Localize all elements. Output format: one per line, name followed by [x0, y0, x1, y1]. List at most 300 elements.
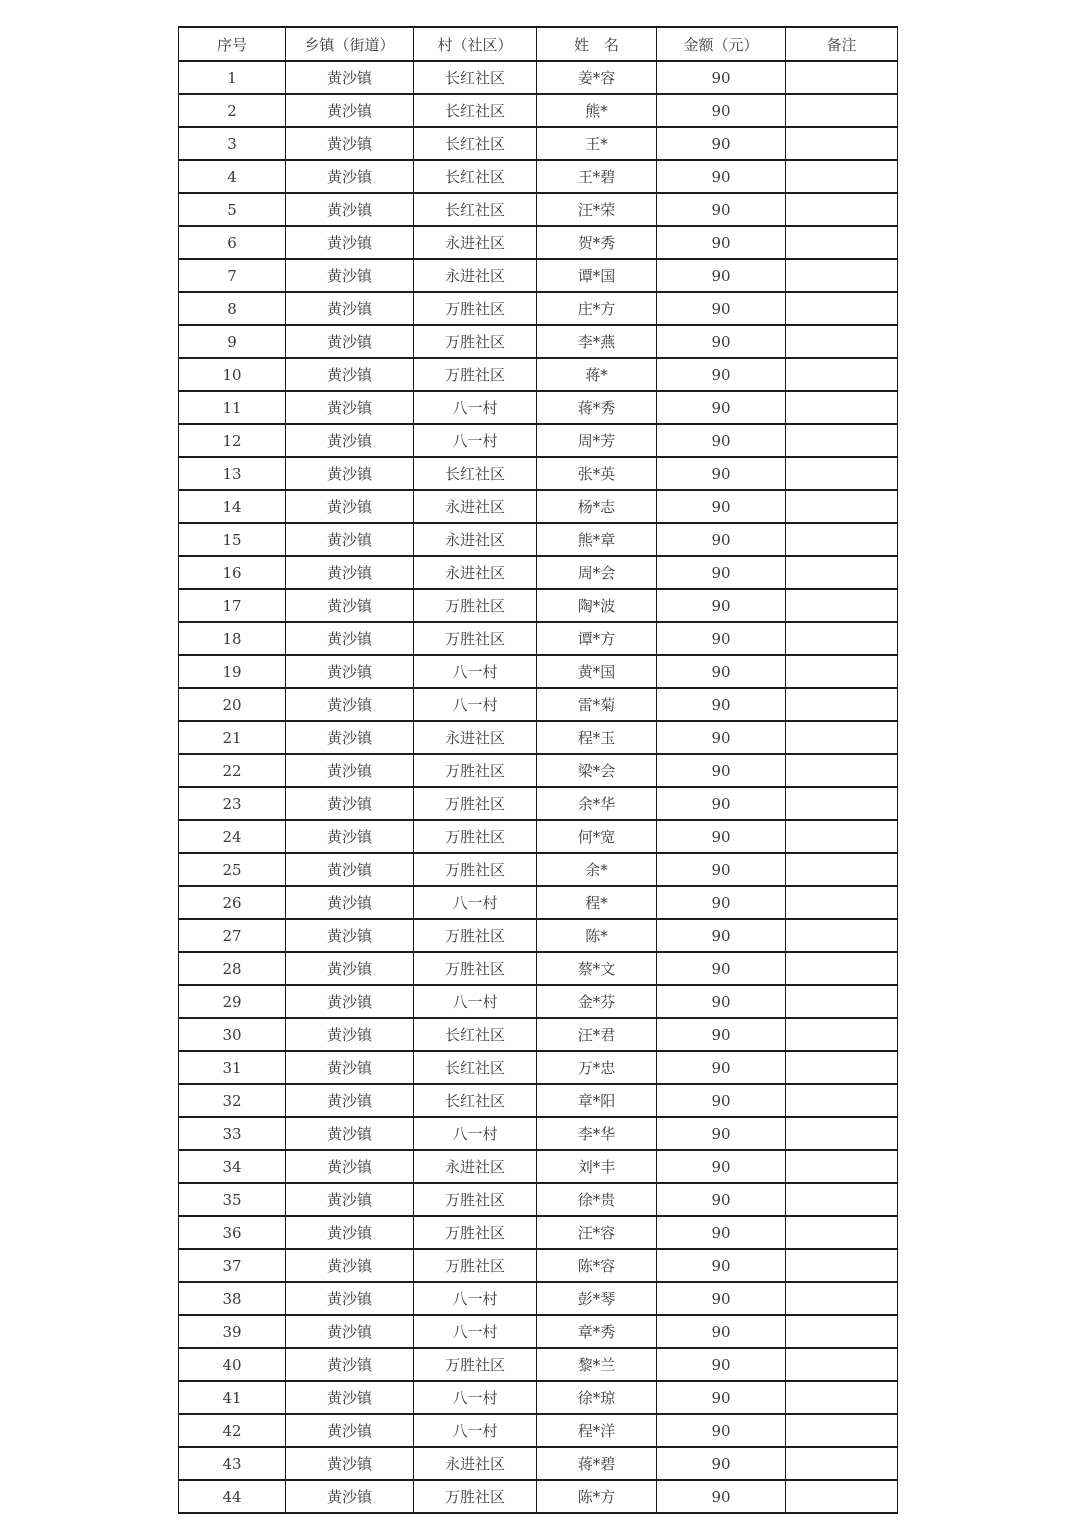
cell-remark — [786, 490, 898, 523]
cell-index: 3 — [179, 127, 286, 160]
cell-index: 27 — [179, 919, 286, 952]
cell-remark — [786, 457, 898, 490]
cell-name: 余*华 — [537, 787, 657, 820]
cell-index: 11 — [179, 391, 286, 424]
cell-name: 余* — [537, 853, 657, 886]
col-header-township: 乡镇（街道） — [286, 27, 414, 61]
cell-name: 汪*容 — [537, 1216, 657, 1249]
cell-name: 梁*会 — [537, 754, 657, 787]
cell-name: 谭*国 — [537, 259, 657, 292]
col-header-remark: 备注 — [786, 27, 898, 61]
table-row — [179, 1216, 898, 1249]
cell-amount: 90 — [657, 985, 786, 1018]
cell-village: 长红社区 — [414, 160, 537, 193]
cell-amount: 90 — [657, 193, 786, 226]
cell-index: 30 — [179, 1018, 286, 1051]
cell-village: 永进社区 — [414, 226, 537, 259]
table-row — [179, 1381, 898, 1414]
cell-township: 黄沙镇 — [286, 490, 414, 523]
cell-index: 37 — [179, 1249, 286, 1282]
cell-remark — [786, 556, 898, 589]
table-row — [179, 721, 898, 754]
cell-village: 万胜社区 — [414, 820, 537, 853]
cell-index: 10 — [179, 358, 286, 391]
table-row — [179, 655, 898, 688]
header-row — [179, 27, 898, 61]
cell-village: 八一村 — [414, 655, 537, 688]
cell-village: 八一村 — [414, 424, 537, 457]
cell-remark — [786, 127, 898, 160]
cell-township: 黄沙镇 — [286, 1249, 414, 1282]
cell-township: 黄沙镇 — [286, 457, 414, 490]
cell-township: 黄沙镇 — [286, 556, 414, 589]
cell-amount: 90 — [657, 1051, 786, 1084]
cell-village: 长红社区 — [414, 193, 537, 226]
cell-name: 何*宽 — [537, 820, 657, 853]
table-row — [179, 1414, 898, 1447]
cell-name: 李*燕 — [537, 325, 657, 358]
cell-index: 16 — [179, 556, 286, 589]
cell-township: 黄沙镇 — [286, 61, 414, 94]
table-row — [179, 292, 898, 325]
table-row — [179, 127, 898, 160]
cell-index: 2 — [179, 94, 286, 127]
subsidy-roster-table — [178, 26, 898, 1514]
cell-name: 章*秀 — [537, 1315, 657, 1348]
cell-name: 汪*君 — [537, 1018, 657, 1051]
cell-remark — [786, 424, 898, 457]
cell-index: 26 — [179, 886, 286, 919]
cell-index: 32 — [179, 1084, 286, 1117]
cell-township: 黄沙镇 — [286, 325, 414, 358]
cell-village: 长红社区 — [414, 127, 537, 160]
cell-township: 黄沙镇 — [286, 1183, 414, 1216]
cell-name: 陈*容 — [537, 1249, 657, 1282]
cell-index: 21 — [179, 721, 286, 754]
cell-remark — [786, 1381, 898, 1414]
table-row — [179, 358, 898, 391]
cell-amount: 90 — [657, 523, 786, 556]
cell-name: 庄*方 — [537, 292, 657, 325]
cell-name: 周*芳 — [537, 424, 657, 457]
cell-name: 蒋* — [537, 358, 657, 391]
cell-amount: 90 — [657, 358, 786, 391]
cell-township: 黄沙镇 — [286, 358, 414, 391]
cell-township: 黄沙镇 — [286, 985, 414, 1018]
table-header — [179, 27, 898, 61]
cell-remark — [786, 985, 898, 1018]
cell-amount: 90 — [657, 589, 786, 622]
cell-remark — [786, 1315, 898, 1348]
cell-village: 长红社区 — [414, 94, 537, 127]
cell-index: 40 — [179, 1348, 286, 1381]
cell-name: 张*英 — [537, 457, 657, 490]
cell-village: 八一村 — [414, 1315, 537, 1348]
cell-township: 黄沙镇 — [286, 787, 414, 820]
cell-township: 黄沙镇 — [286, 1216, 414, 1249]
col-header-amount: 金额（元） — [657, 27, 786, 61]
cell-index: 23 — [179, 787, 286, 820]
col-header-village: 村（社区） — [414, 27, 537, 61]
cell-remark — [786, 1150, 898, 1183]
cell-name: 徐*琼 — [537, 1381, 657, 1414]
col-header-index: 序号 — [179, 27, 286, 61]
cell-remark — [786, 1414, 898, 1447]
cell-village: 万胜社区 — [414, 754, 537, 787]
cell-remark — [786, 1084, 898, 1117]
table-row — [179, 622, 898, 655]
cell-amount: 90 — [657, 226, 786, 259]
cell-index: 19 — [179, 655, 286, 688]
cell-index: 17 — [179, 589, 286, 622]
table-row — [179, 1249, 898, 1282]
cell-remark — [786, 1249, 898, 1282]
cell-township: 黄沙镇 — [286, 1480, 414, 1513]
cell-amount: 90 — [657, 622, 786, 655]
cell-name: 万*忠 — [537, 1051, 657, 1084]
cell-township: 黄沙镇 — [286, 1315, 414, 1348]
cell-index: 24 — [179, 820, 286, 853]
cell-index: 14 — [179, 490, 286, 523]
table-row — [179, 952, 898, 985]
cell-remark — [786, 1051, 898, 1084]
cell-township: 黄沙镇 — [286, 754, 414, 787]
cell-name: 王*碧 — [537, 160, 657, 193]
cell-name: 王* — [537, 127, 657, 160]
cell-township: 黄沙镇 — [286, 820, 414, 853]
cell-remark — [786, 358, 898, 391]
cell-remark — [786, 292, 898, 325]
table-row — [179, 457, 898, 490]
cell-name: 刘*丰 — [537, 1150, 657, 1183]
cell-township: 黄沙镇 — [286, 1018, 414, 1051]
cell-amount: 90 — [657, 1480, 786, 1513]
cell-remark — [786, 919, 898, 952]
cell-amount: 90 — [657, 919, 786, 952]
table-row — [179, 94, 898, 127]
cell-amount: 90 — [657, 952, 786, 985]
cell-name: 蒋*秀 — [537, 391, 657, 424]
cell-amount: 90 — [657, 424, 786, 457]
table-body — [179, 61, 898, 1513]
cell-remark — [786, 325, 898, 358]
cell-township: 黄沙镇 — [286, 655, 414, 688]
cell-amount: 90 — [657, 787, 786, 820]
cell-name: 杨*志 — [537, 490, 657, 523]
cell-village: 永进社区 — [414, 1150, 537, 1183]
cell-name: 金*芬 — [537, 985, 657, 1018]
cell-village: 八一村 — [414, 1282, 537, 1315]
cell-index: 9 — [179, 325, 286, 358]
table-row — [179, 226, 898, 259]
cell-amount: 90 — [657, 490, 786, 523]
cell-remark — [786, 94, 898, 127]
cell-remark — [786, 1348, 898, 1381]
cell-name: 彭*琴 — [537, 1282, 657, 1315]
cell-amount: 90 — [657, 721, 786, 754]
cell-amount: 90 — [657, 688, 786, 721]
cell-village: 八一村 — [414, 1117, 537, 1150]
cell-village: 长红社区 — [414, 1084, 537, 1117]
cell-village: 万胜社区 — [414, 1249, 537, 1282]
cell-amount: 90 — [657, 1249, 786, 1282]
cell-index: 39 — [179, 1315, 286, 1348]
cell-village: 万胜社区 — [414, 787, 537, 820]
cell-amount: 90 — [657, 325, 786, 358]
cell-name: 谭*方 — [537, 622, 657, 655]
cell-village: 八一村 — [414, 1414, 537, 1447]
cell-remark — [786, 259, 898, 292]
cell-township: 黄沙镇 — [286, 622, 414, 655]
cell-amount: 90 — [657, 1018, 786, 1051]
cell-name: 徐*贵 — [537, 1183, 657, 1216]
cell-village: 万胜社区 — [414, 1348, 537, 1381]
table-row — [179, 556, 898, 589]
cell-name: 蒋*碧 — [537, 1447, 657, 1480]
cell-index: 13 — [179, 457, 286, 490]
cell-township: 黄沙镇 — [286, 688, 414, 721]
cell-amount: 90 — [657, 886, 786, 919]
cell-village: 永进社区 — [414, 721, 537, 754]
cell-village: 八一村 — [414, 886, 537, 919]
table-row — [179, 919, 898, 952]
cell-remark — [786, 655, 898, 688]
cell-index: 29 — [179, 985, 286, 1018]
cell-amount: 90 — [657, 160, 786, 193]
cell-index: 8 — [179, 292, 286, 325]
cell-remark — [786, 688, 898, 721]
cell-township: 黄沙镇 — [286, 589, 414, 622]
cell-village: 万胜社区 — [414, 325, 537, 358]
cell-index: 5 — [179, 193, 286, 226]
cell-remark — [786, 1282, 898, 1315]
cell-amount: 90 — [657, 853, 786, 886]
cell-index: 43 — [179, 1447, 286, 1480]
table-row — [179, 1018, 898, 1051]
table-row — [179, 490, 898, 523]
table-row — [179, 325, 898, 358]
table-row — [179, 193, 898, 226]
cell-name: 周*会 — [537, 556, 657, 589]
table-row — [179, 391, 898, 424]
cell-index: 15 — [179, 523, 286, 556]
cell-township: 黄沙镇 — [286, 1117, 414, 1150]
cell-township: 黄沙镇 — [286, 259, 414, 292]
cell-village: 永进社区 — [414, 556, 537, 589]
cell-remark — [786, 622, 898, 655]
col-header-name: 姓 名 — [537, 27, 657, 61]
cell-remark — [786, 853, 898, 886]
cell-township: 黄沙镇 — [286, 127, 414, 160]
table-row — [179, 1150, 898, 1183]
cell-village: 八一村 — [414, 391, 537, 424]
cell-remark — [786, 721, 898, 754]
cell-name: 程* — [537, 886, 657, 919]
table-row — [179, 160, 898, 193]
cell-name: 陈*方 — [537, 1480, 657, 1513]
cell-index: 36 — [179, 1216, 286, 1249]
cell-index: 12 — [179, 424, 286, 457]
cell-index: 41 — [179, 1381, 286, 1414]
cell-remark — [786, 1447, 898, 1480]
cell-amount: 90 — [657, 1117, 786, 1150]
table-row — [179, 853, 898, 886]
table-row — [179, 1447, 898, 1480]
cell-village: 长红社区 — [414, 61, 537, 94]
table-row — [179, 61, 898, 94]
cell-remark — [786, 1216, 898, 1249]
cell-amount: 90 — [657, 292, 786, 325]
cell-index: 42 — [179, 1414, 286, 1447]
cell-village: 万胜社区 — [414, 952, 537, 985]
cell-name: 李*华 — [537, 1117, 657, 1150]
cell-village: 八一村 — [414, 985, 537, 1018]
cell-amount: 90 — [657, 556, 786, 589]
table-row — [179, 886, 898, 919]
cell-index: 6 — [179, 226, 286, 259]
cell-township: 黄沙镇 — [286, 1447, 414, 1480]
cell-village: 长红社区 — [414, 1018, 537, 1051]
cell-township: 黄沙镇 — [286, 160, 414, 193]
cell-amount: 90 — [657, 1183, 786, 1216]
cell-remark — [786, 952, 898, 985]
cell-name: 程*洋 — [537, 1414, 657, 1447]
cell-village: 八一村 — [414, 1381, 537, 1414]
table-row — [179, 259, 898, 292]
cell-index: 38 — [179, 1282, 286, 1315]
cell-index: 4 — [179, 160, 286, 193]
cell-village: 永进社区 — [414, 259, 537, 292]
cell-village: 长红社区 — [414, 1051, 537, 1084]
cell-township: 黄沙镇 — [286, 1348, 414, 1381]
cell-village: 永进社区 — [414, 523, 537, 556]
cell-name: 黄*国 — [537, 655, 657, 688]
cell-village: 万胜社区 — [414, 1183, 537, 1216]
cell-remark — [786, 61, 898, 94]
cell-index: 31 — [179, 1051, 286, 1084]
cell-remark — [786, 523, 898, 556]
cell-township: 黄沙镇 — [286, 1282, 414, 1315]
cell-village: 万胜社区 — [414, 853, 537, 886]
cell-name: 黎*兰 — [537, 1348, 657, 1381]
table-row — [179, 1084, 898, 1117]
cell-township: 黄沙镇 — [286, 391, 414, 424]
cell-index: 44 — [179, 1480, 286, 1513]
cell-amount: 90 — [657, 457, 786, 490]
cell-remark — [786, 1480, 898, 1513]
cell-township: 黄沙镇 — [286, 523, 414, 556]
table-row — [179, 754, 898, 787]
cell-name: 贺*秀 — [537, 226, 657, 259]
cell-township: 黄沙镇 — [286, 1084, 414, 1117]
cell-remark — [786, 193, 898, 226]
cell-township: 黄沙镇 — [286, 1381, 414, 1414]
cell-name: 章*阳 — [537, 1084, 657, 1117]
cell-remark — [786, 1018, 898, 1051]
cell-amount: 90 — [657, 1084, 786, 1117]
cell-township: 黄沙镇 — [286, 193, 414, 226]
cell-index: 33 — [179, 1117, 286, 1150]
cell-remark — [786, 160, 898, 193]
cell-index: 34 — [179, 1150, 286, 1183]
cell-name: 熊*章 — [537, 523, 657, 556]
cell-amount: 90 — [657, 259, 786, 292]
cell-name: 陶*波 — [537, 589, 657, 622]
cell-township: 黄沙镇 — [286, 424, 414, 457]
table-row — [179, 1348, 898, 1381]
table-row — [179, 1117, 898, 1150]
cell-remark — [786, 1117, 898, 1150]
cell-amount: 90 — [657, 1150, 786, 1183]
cell-amount: 90 — [657, 655, 786, 688]
table-row — [179, 589, 898, 622]
cell-amount: 90 — [657, 61, 786, 94]
cell-name: 汪*荣 — [537, 193, 657, 226]
table-row — [179, 1282, 898, 1315]
cell-index: 18 — [179, 622, 286, 655]
table-row — [179, 1480, 898, 1513]
cell-township: 黄沙镇 — [286, 721, 414, 754]
table-row — [179, 1315, 898, 1348]
cell-township: 黄沙镇 — [286, 1414, 414, 1447]
cell-amount: 90 — [657, 1381, 786, 1414]
cell-village: 永进社区 — [414, 490, 537, 523]
cell-remark — [786, 754, 898, 787]
cell-index: 7 — [179, 259, 286, 292]
cell-remark — [786, 589, 898, 622]
cell-index: 20 — [179, 688, 286, 721]
table-row — [179, 985, 898, 1018]
table-row — [179, 688, 898, 721]
cell-index: 35 — [179, 1183, 286, 1216]
cell-amount: 90 — [657, 1282, 786, 1315]
cell-village: 万胜社区 — [414, 358, 537, 391]
cell-remark — [786, 787, 898, 820]
cell-township: 黄沙镇 — [286, 94, 414, 127]
table-row — [179, 787, 898, 820]
cell-name: 熊* — [537, 94, 657, 127]
cell-township: 黄沙镇 — [286, 886, 414, 919]
cell-name: 陈* — [537, 919, 657, 952]
cell-village: 永进社区 — [414, 1447, 537, 1480]
cell-amount: 90 — [657, 1216, 786, 1249]
cell-remark — [786, 820, 898, 853]
cell-remark — [786, 391, 898, 424]
cell-remark — [786, 1183, 898, 1216]
cell-name: 雷*菊 — [537, 688, 657, 721]
cell-index: 1 — [179, 61, 286, 94]
cell-amount: 90 — [657, 94, 786, 127]
cell-remark — [786, 226, 898, 259]
cell-township: 黄沙镇 — [286, 853, 414, 886]
cell-amount: 90 — [657, 1315, 786, 1348]
cell-township: 黄沙镇 — [286, 292, 414, 325]
table-row — [179, 820, 898, 853]
cell-amount: 90 — [657, 127, 786, 160]
cell-index: 25 — [179, 853, 286, 886]
cell-village: 万胜社区 — [414, 919, 537, 952]
cell-index: 28 — [179, 952, 286, 985]
cell-amount: 90 — [657, 820, 786, 853]
cell-amount: 90 — [657, 1414, 786, 1447]
table-row — [179, 1183, 898, 1216]
cell-village: 万胜社区 — [414, 292, 537, 325]
cell-amount: 90 — [657, 1447, 786, 1480]
cell-township: 黄沙镇 — [286, 952, 414, 985]
table-row — [179, 424, 898, 457]
cell-name: 蔡*文 — [537, 952, 657, 985]
cell-village: 万胜社区 — [414, 1480, 537, 1513]
